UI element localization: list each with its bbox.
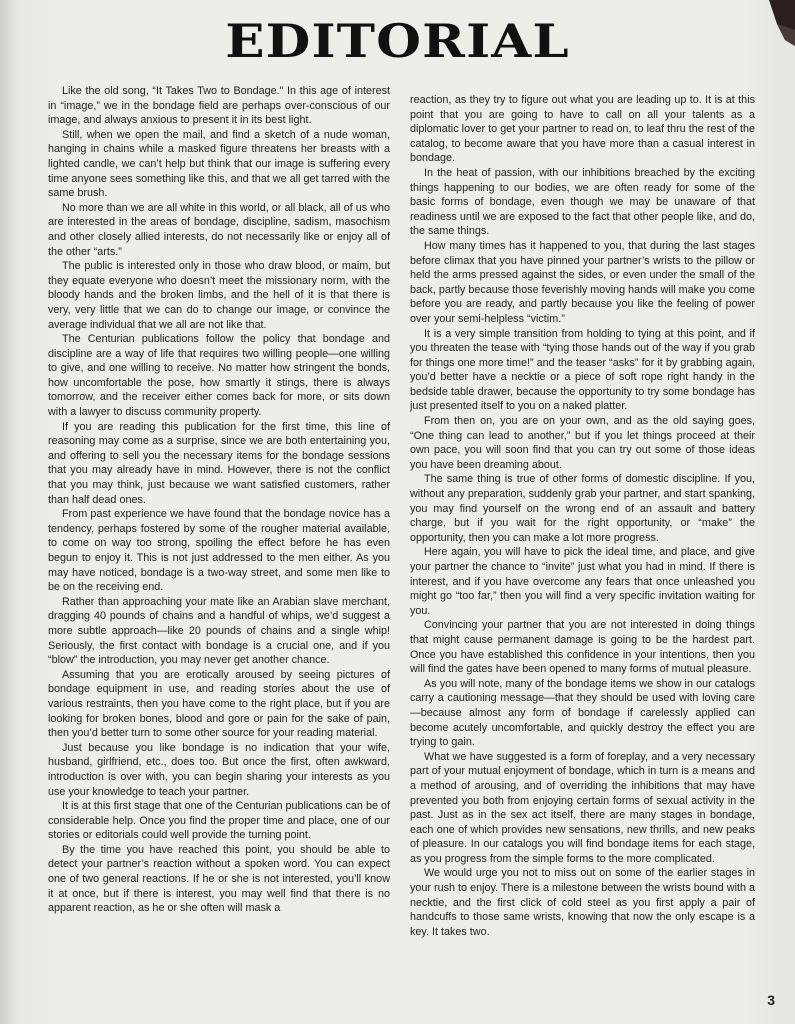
paragraph: As you will note, many of the bondage items we show in our catalogs carry a cautioning message—that they should be used with loving care—because almost any form of bondage if carelessly applied can become acutely uncomfortable, and quickly destroy the effect you are trying to gain. [410,677,755,749]
paragraph: What we have suggested is a form of foreplay, and a very necessary part of your mutual enjoyment of bondage, which in turn is a means and a method of arousing, and of overriding the inhibitions that may have prevented you both from enjoying certain forms of sexual activity in the past. Just as in the sex act itself, there are many stages in bondage, each one of which provides new sensations, new thrills, and new peaks of pleasure. In our catalogs you will find bondage items for each stage, as you progress from the simple forms to the more complicated. [410,750,755,865]
paragraph: reaction, as they try to figure out what you are leading up to. It is at this point that you are going to have to call on all your talents as a diplomatic lover to get your partner to read on, to leaf thru the rest of the catalog, to become aware that you have more than a casual interest in bondage. [410,94,755,165]
paragraph: Like the old song, “It Takes Two to Bondage.” In this age of interest in “image,” we in the bondage field are perhaps over-conscious of our image, and always anxious to present it in its best light. [48,85,390,127]
paragraph: The same thing is true of other forms of domestic discipline. If you, without any preparation, suddenly grab your partner, and start spanking, you may find yourself on the wrong end of an assault and battery charge, but if you wait for the right opportunity, or “make” the opportunity, then you can make a lot more progress. [410,473,755,544]
paragraph: Here again, you will have to pick the ideal time, and place, and give your partner the chance to “invite” just what you had in mind. If there is interest, and if you have overcome any fears that once unleashed you might go “too far,” then you will find a very specific invitation waiting for you. [410,546,755,617]
paragraph: From then on, you are on your own, and as the old saying goes, “One thing can lead to another,” but if you let things proceed at their own pace, you will soon find that you can try out some of those ideas you have been dreaming about. [410,415,755,471]
paragraph: The public is interested only in those who draw blood, or maim, but they equate everyone who doesn’t meet the missionary norm, with the bloody hands and the broken limbs, and the hell of it is that there is very, very little that we can do to change our image, or convince the average individual that we all are not like that. [48,260,390,331]
paragraph: In the heat of passion, with our inhibitions breached by the exciting things happening to our bodies, we are often ready for some of the basic forms of bondage, even though we may be unaware of that readiness until we are exposed to the fact that other people like, and do, the same things. [410,166,755,238]
page-number: 3 [767,992,775,1008]
paragraph: The Centurian publications follow the policy that bondage and discipline are a way of life that requires two willing people—one willing to give, and one willing to receive. No matter how stringent the bonds, how uncomfortable the pose, how smartly it stings, there is always tomorrow, and the receiver either comes back for more, or sits down with a lawyer to discuss community property. [48,333,390,419]
page-title: EDITORIAL [225,14,570,68]
paragraph: No more than we are all white in this world, or all black, all of us who are interested in the areas of bondage, discipline, sadism, masochism and other closely allied interests, do not necessarily like or enjoy all of the other “arts.” [48,201,390,258]
paragraph: From past experience we have found that the bondage novice has a tendency, perhaps fostered by some of the rougher material available, to come on way too strong, spoiling the effect before he has even begun to enjoy it. This is not just addressed to the men either. As you may have noticed, bondage is a two-way street, and some men like to be on the receiving end. [48,508,390,594]
paragraph: Just because you like bondage is no indication that your wife, husband, girlfriend, etc., does too. But once the first, often awkward, introduction is over with, you can begin sharing your interests as you use your knowledge to teach your partner. [48,741,390,798]
paragraph: Convincing your partner that you are not interested in doing things that might cause permanent damage is going to be the hardest part. Once you have established this confidence in your intentions, then you will find the gates have been opened to many forms of mutual pleasure. [410,619,755,676]
paragraph: It is a very simple transition from holding to tying at this point, and if you threaten the tease with “tying those hands out of the way if you grab for things one more time!” and the teaser “asks” for it by grabbing again, you’d better have a necktie or a piece of soft rope right handy in the bedside table drawer, because the opportunity to try some bondage has just presented itself to you on a naked platter. [410,327,755,413]
left-column [48,84,390,916]
paragraph: We would urge you not to miss out on some of the earlier stages in your rush to enjoy. There is a milestone between the wrists bound with a necktie, and the first click of cold steel as you first apply a pair of handcuffs to those same wrists, knowing that now the only escape is a key. It takes two. [410,867,755,938]
paragraph: Assuming that you are erotically aroused by seeing pictures of bondage equipment in use, and reading stories about the use of various restraints, then you have come to the right place, but if you are looking for broken bones, blood and gore or pain for the sake of pain, then you’d better turn to some other source for your reading material. [48,668,390,740]
paragraph: It is at this first stage that one of the Centurian publications can be of considerable help. Once you find the proper time and place, one of our stories or editorials could well provide the turning point. [48,800,390,842]
paragraph: By the time you have reached this point, you should be able to detect your partner’s reaction without a spoken word. You can expect one of two general reactions. If he or she is not interested, you’ll know it at once, but if there is interest, you may well find that there is no apparent reaction, as he or she often will mask a [48,843,390,915]
paragraph: Still, when we open the mail, and find a sketch of a nude woman, hanging in chains while a masked figure threatens her breasts with a lighted candle, we can’t help but think that our image is suffering every time anyone sees something like this, and that we all get tarred with the same brush. [48,128,390,200]
paragraph: Rather than approaching your mate like an Arabian slave merchant, dragging 40 pounds of chains and a handful of whips, we’d suggest a more subtle approach—like 20 pounds of chains and a single whip! Seriously, the first contact with bondage is a crucial one, and if you “blow” the introduction, you may never get another chance. [48,595,390,667]
right-column [410,93,755,939]
paragraph: If you are reading this publication for the first time, this line of reasoning may come as a surprise, since we are both entertaining you, and offering to sell you the necessary items for the bondage sessions that you may already have in mind. However, there is not the conflict that you may think, just because we want satisfied customers, rather than half dead ones. [48,420,390,506]
paragraph: How many times has it happened to you, that during the last stages before climax that you have pinned your partner’s wrists to the pillow or held the arms pressed against the sides, or even under the small of the back, partly because those feverishly moving hands will make you come before you are ready, and partly because you like the feeling of power over your semi-helpless “victim.” [410,239,755,325]
